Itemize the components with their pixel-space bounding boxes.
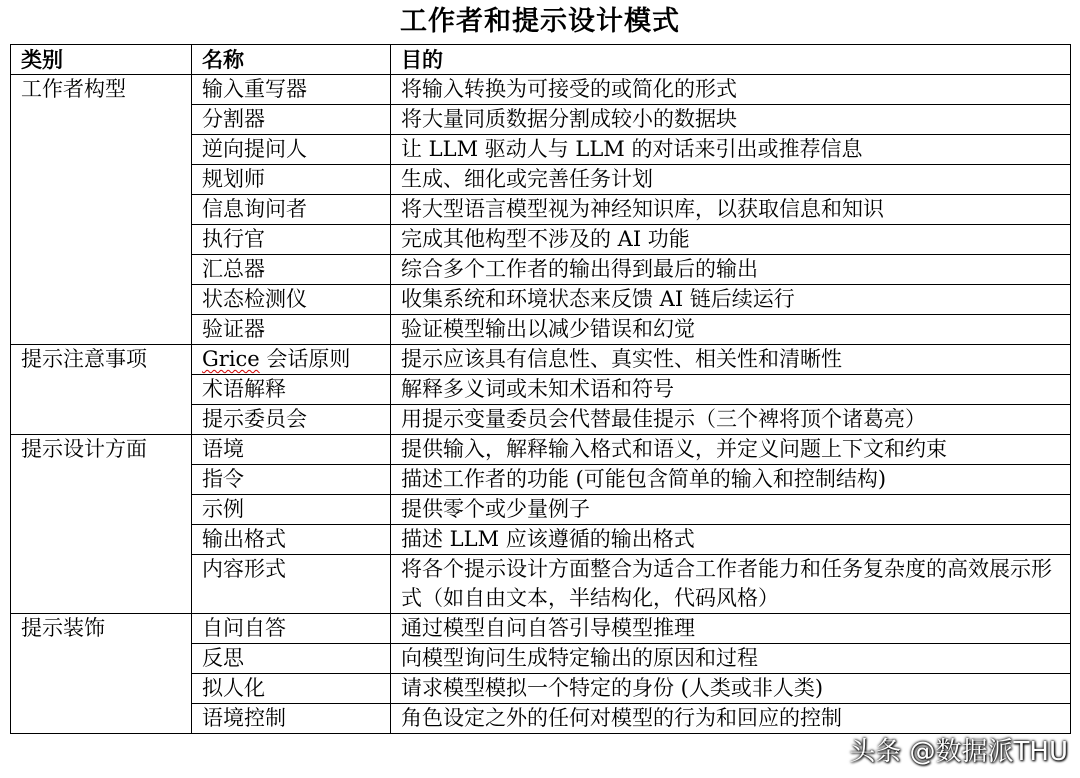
table-row	[11, 375, 1071, 405]
table-row	[11, 614, 1071, 644]
design-patterns-table	[10, 44, 1071, 734]
name-cell: 状态检测仪	[192, 285, 391, 315]
purpose-cell: 收集系统和环境状态来反馈 AI 链后续运行	[391, 285, 1071, 315]
purpose-cell: 通过模型自问自答引导模型推理	[391, 614, 1071, 644]
table-row	[11, 285, 1071, 315]
watermark: 头条 @数据派THU	[849, 737, 1068, 767]
name-cell: 自问自答	[192, 614, 391, 644]
category-cell	[11, 465, 192, 495]
name-cell: 拟人化	[192, 674, 391, 704]
purpose-cell: 描述 LLM 应该遵循的输出格式	[391, 525, 1071, 555]
category-cell	[11, 375, 192, 405]
name-cell: 示例	[192, 495, 391, 525]
category-cell	[11, 105, 192, 135]
category-cell	[11, 525, 192, 555]
purpose-cell: 综合多个工作者的输出得到最后的输出	[391, 255, 1071, 285]
purpose-cell: 完成其他构型不涉及的 AI 功能	[391, 225, 1071, 255]
purpose-cell: 让 LLM 驱动人与 LLM 的对话来引出或推荐信息	[391, 135, 1071, 165]
header-name: 名称	[192, 45, 391, 75]
category-cell: 提示注意事项	[11, 345, 192, 375]
category-cell: 提示设计方面	[11, 435, 192, 465]
table-row	[11, 704, 1071, 734]
purpose-cell: 向模型询问生成特定输出的原因和过程	[391, 644, 1071, 674]
name-cell: Grice 会话原则	[192, 345, 391, 375]
table-body	[11, 75, 1071, 734]
category-cell	[11, 165, 192, 195]
purpose-cell: 将大型语言模型视为神经知识库，以获取信息和知识	[391, 195, 1071, 225]
category-cell	[11, 255, 192, 285]
table-row	[11, 465, 1071, 495]
name-cell: 验证器	[192, 315, 391, 345]
category-cell: 工作者构型	[11, 75, 192, 105]
table-row	[11, 195, 1071, 225]
table-row	[11, 315, 1071, 345]
category-cell	[11, 135, 192, 165]
purpose-cell: 生成、细化或完善任务计划	[391, 165, 1071, 195]
category-cell	[11, 644, 192, 674]
name-cell: 术语解释	[192, 375, 391, 405]
header-purpose: 目的	[391, 45, 1071, 75]
purpose-cell: 将大量同质数据分割成较小的数据块	[391, 105, 1071, 135]
category-cell	[11, 285, 192, 315]
name-cell: 执行官	[192, 225, 391, 255]
table-row	[11, 495, 1071, 525]
name-cell: 汇总器	[192, 255, 391, 285]
purpose-cell: 解释多义词或未知术语和符号	[391, 375, 1071, 405]
purpose-cell: 验证模型输出以减少错误和幻觉	[391, 315, 1071, 345]
name-cell: 规划师	[192, 165, 391, 195]
table-title: 工作者和提示设计模式	[400, 6, 680, 37]
table-row	[11, 435, 1071, 465]
name-cell: 提示委员会	[192, 405, 391, 435]
purpose-cell: 角色设定之外的任何对模型的行为和回应的控制	[391, 704, 1071, 734]
table-row	[11, 345, 1071, 375]
table-row	[11, 105, 1071, 135]
table-row	[11, 525, 1071, 555]
name-cell: 语境	[192, 435, 391, 465]
table-row	[11, 644, 1071, 674]
table-row	[11, 255, 1071, 285]
category-cell	[11, 704, 192, 734]
name-cell: 分割器	[192, 105, 391, 135]
purpose-cell: 将输入转换为可接受的或简化的形式	[391, 75, 1071, 105]
purpose-cell: 请求模型模拟一个特定的身份 (人类或非人类)	[391, 674, 1071, 704]
name-cell: 逆向提问人	[192, 135, 391, 165]
name-cell: 内容形式	[192, 555, 391, 614]
name-cell: 语境控制	[192, 704, 391, 734]
purpose-cell: 描述工作者的功能 (可能包含简单的输入和控制结构)	[391, 465, 1071, 495]
table-row	[11, 674, 1071, 704]
table-row	[11, 135, 1071, 165]
category-cell	[11, 315, 192, 345]
purpose-cell: 将各个提示设计方面整合为适合工作者能力和任务复杂度的高效展示形式（如自由文本，半结构化，代码风格）	[391, 555, 1071, 614]
purpose-cell: 提示应该具有信息性、真实性、相关性和清晰性	[391, 345, 1071, 375]
table-row	[11, 405, 1071, 435]
purpose-cell: 提供零个或少量例子	[391, 495, 1071, 525]
category-cell	[11, 495, 192, 525]
category-cell: 提示装饰	[11, 614, 192, 644]
category-cell	[11, 405, 192, 435]
category-cell	[11, 674, 192, 704]
name-cell: 信息询问者	[192, 195, 391, 225]
table-row	[11, 165, 1071, 195]
name-cell: 指令	[192, 465, 391, 495]
table-row	[11, 75, 1071, 105]
name-cell: 输出格式	[192, 525, 391, 555]
header-category: 类别	[11, 45, 192, 75]
purpose-cell: 用提示变量委员会代替最佳提示（三个裨将顶个诸葛亮）	[391, 405, 1071, 435]
table-row	[11, 225, 1071, 255]
category-cell	[11, 225, 192, 255]
purpose-cell: 提供输入，解释输入格式和语义，并定义问题上下文和约束	[391, 435, 1071, 465]
name-cell: 输入重写器	[192, 75, 391, 105]
category-cell	[11, 555, 192, 614]
name-cell: 反思	[192, 644, 391, 674]
category-cell	[11, 195, 192, 225]
table-header-row	[11, 45, 1071, 75]
table-row	[11, 555, 1071, 614]
